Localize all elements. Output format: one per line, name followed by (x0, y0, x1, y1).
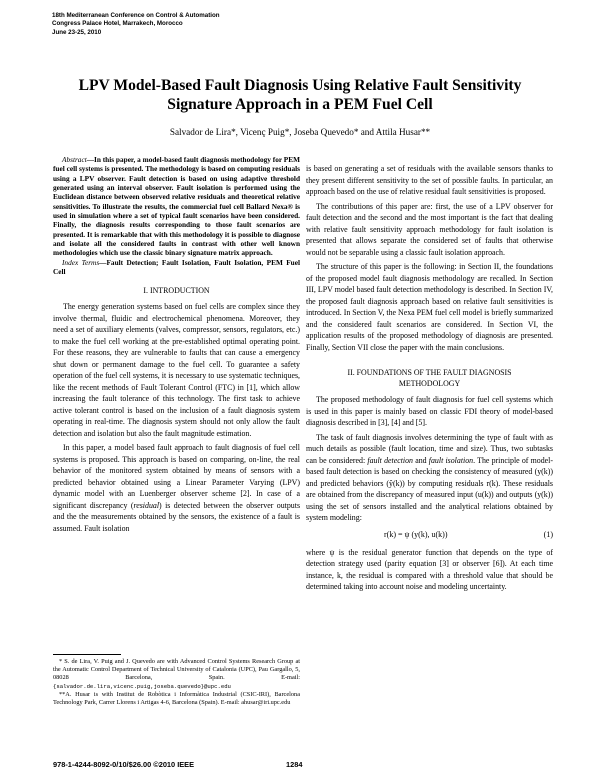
section-heading-line-1: II. FOUNDATIONS OF THE FAULT DIAGNOSIS (347, 368, 512, 377)
introduction-body (53, 301, 300, 534)
conference-date: June 23-25, 2010 (52, 28, 102, 36)
right-column (306, 163, 553, 593)
index-terms (53, 258, 300, 277)
section-heading-introduction: I. INTRODUCTION (143, 286, 210, 296)
paper-title (40, 76, 560, 114)
footnote-emails: {salvador.de.lira,vicenc.puig,joseba.quevedo}@upc.edu (53, 682, 231, 690)
equation-expression: r(k) = ψ (y(k), u(k)) (384, 529, 448, 539)
abstract-paragraph (53, 155, 300, 258)
title-line-2: Signature Approach in a PEM Fuel Cell (167, 96, 433, 113)
footnote-rule (53, 654, 121, 655)
conference-venue: Congress Palace Hotel, Marrakech, Morocco (52, 20, 183, 28)
section-heading-line-2: METHODOLOGY (398, 379, 461, 388)
section-heading-foundations (306, 367, 553, 389)
abstract-text: —In this paper, a model-based fault diagnosis methodology for PEM fuel cell systems is presented. The methodology is based on computing residuals using a LPV observer. Fault detection is based on using adaptive threshold generated using an interval observer. Fault isolation is performed using the Euclidean distance between observed relative residuals and theoretical relative sensitivities. To illustrate the results, the commercial fuel cell Ballard Nexa® is used in simulation where a set of typical fault scenarios have been considered. Finally, the diagnosis results corresponding to those fault scenarios are presented. It is remarkable that with this methodology it is possible to diagnose and isolate all the considered faults in contrast with other well known methodologies which use the classic binary signature matrix approach. (53, 155, 300, 258)
equation-1 (306, 530, 553, 539)
footer-isbn: 978-1-4244-8092-0/10/$26.00 ©2010 IEEE (53, 760, 195, 769)
foundations-paragraph-1: The proposed methodology of fault diagnosis for fuel cell systems which is used in this paper is mainly based on classic FDI theory of model-based diagnosis described in [3], [4] and [5]. (306, 395, 553, 427)
index-terms-text: —Fault Detection; Fault Isolation, Fault Isolation, PEM Fuel Cell (53, 257, 300, 277)
left-column (53, 155, 300, 534)
intro-paragraph-1: The energy generation systems based on fuel cells are complex since they involve thermal, fluidic and electrochemical phenomena. Moreover, they need a set of auxiliary elements (valves, compressor, sensors, regulators, etc.) to make the fuel cell working at the pre-established optimal operating point. For these reasons, they are vulnerable to faults that can cause a emergency shut down or permanent damage to the fuel cell. To guarantee a safety operation of the fuel cell systems, it is necessary to use systematic techniques, like the recent methods of Fault Tolerant Control (FTC) in [1], which allow increasing the fault tolerance of this technology. The first task to achieve active tolerant control is based on the inclusion of a fault diagnosis system operating in real-time. The diagnosis system should not only allow the fault detection and isolation but also the fault magnitude estimation. (53, 302, 300, 438)
abstract (53, 155, 300, 276)
footnotes (53, 658, 300, 707)
abstract-label: Abstract (62, 155, 87, 164)
conference-name: 18th Mediterranean Conference on Control & Automation (52, 12, 220, 19)
right-paragraph-3: The structure of this paper is the following: in Section II, the foundations of the proposed model fault diagnosis methodology are recalled. In Section III, LPV model based fault detection methodology is described. In Section IV, the proposed fault diagnosis approach based on relative fault sensitivities is introduced. In Section V, the Nexa PEM fuel cell model is briefly summarized and the considered fault scenarios are considered. In Section VI, the application results of the proposed methodology of diagnosis are presented. Finally, Section VII close the paper with the main conclusions. (306, 262, 553, 352)
right-paragraph-2: The contributions of this paper are: first, the use of a LPV observer for fault detection and the second and the most important is the fact that dealing with relative fault sensitivity approach methodology for fault isolation is presented that allows separate the considered set of faults that otherwise would not be separable using a classic fault isolation approach. (306, 201, 553, 257)
intro-paragraph-2: In this paper, a model based fault approach to fault diagnosis of fuel cell systems is proposed. This approach is based on comparing, on-line, the real behavior of the monitored system obtained by means of sensors with a predicted behavior obtained using a Linear Parameter Varying (LPV) dynamic model with an Luenberger observer scheme [2]. In case of a significant discrepancy (residual) is detected between the observer outputs and the the measurements obtained by the sensors, the existence of a fault is assumed. Fault isolation (53, 443, 301, 533)
title-line-1: LPV Model-Based Fault Diagnosis Using Relative Fault Sensitivity (78, 77, 522, 94)
footer-page-number: 1284 (286, 760, 303, 769)
foundations-paragraph-3: where ψ is the residual generator function that depends on the type of detection strategy used (parity equation [3] or observer [6]). At each time instance, k, the residual is compared with a threshold value that should be determined taking into account noise and modeling uncertainty. (306, 547, 553, 591)
authors: Salvador de Lira*, Vicenç Puig*, Joseba Quevedo* and Attila Husar** (169, 127, 431, 137)
footnote-2: **A. Husar is with Institut de Robòtica i Informàtica Industrial (CSIC-IRI), Barcelona Technology Park, Carrer Llorens i Artigas 4-6, Barcelona (Spain). E-mail: ahusar@iri.upc.edu (53, 690, 300, 707)
equation-number: (1) (543, 529, 553, 539)
right-paragraph-1: is based on generating a set of residuals with the available sensors thanks to they present different sensitivity to the set of possible faults. In particular, an approach based on the use of relative residual fault sensitivities is proposed. (306, 164, 553, 196)
footnote-1: * S. de Lira, V. Puig and J. Quevedo are with Advanced Control Systems Research Group at the Automatic Control Department of Technical University of Catalonia (UPC), Pau Gargallo, 5, 08028 Barcelona, Spain. E-mail: {salvador.de.lira,vicenc.puig,joseba.quevedo}@upc.edu (53, 658, 300, 690)
conference-header (52, 12, 352, 37)
index-terms-label: Index Terms (62, 257, 100, 267)
foundations-paragraph-2: The task of fault diagnosis involves determining the type of fault with as much details as possible (fault location, time and size). Thus, two subtasks can be considered: fault detection and fault isolation. The principle of model-based fault detection is based on checking the consistency of measured (y(k)) and predicted behaviors (ŷ(k)) by computing residuals r(k). These residuals are obtained from the discrepancy of measured input (u(k)) and outputs (y(k)) using the set of sensors installed and the analytical relations obtained by system modeling: (306, 432, 553, 522)
